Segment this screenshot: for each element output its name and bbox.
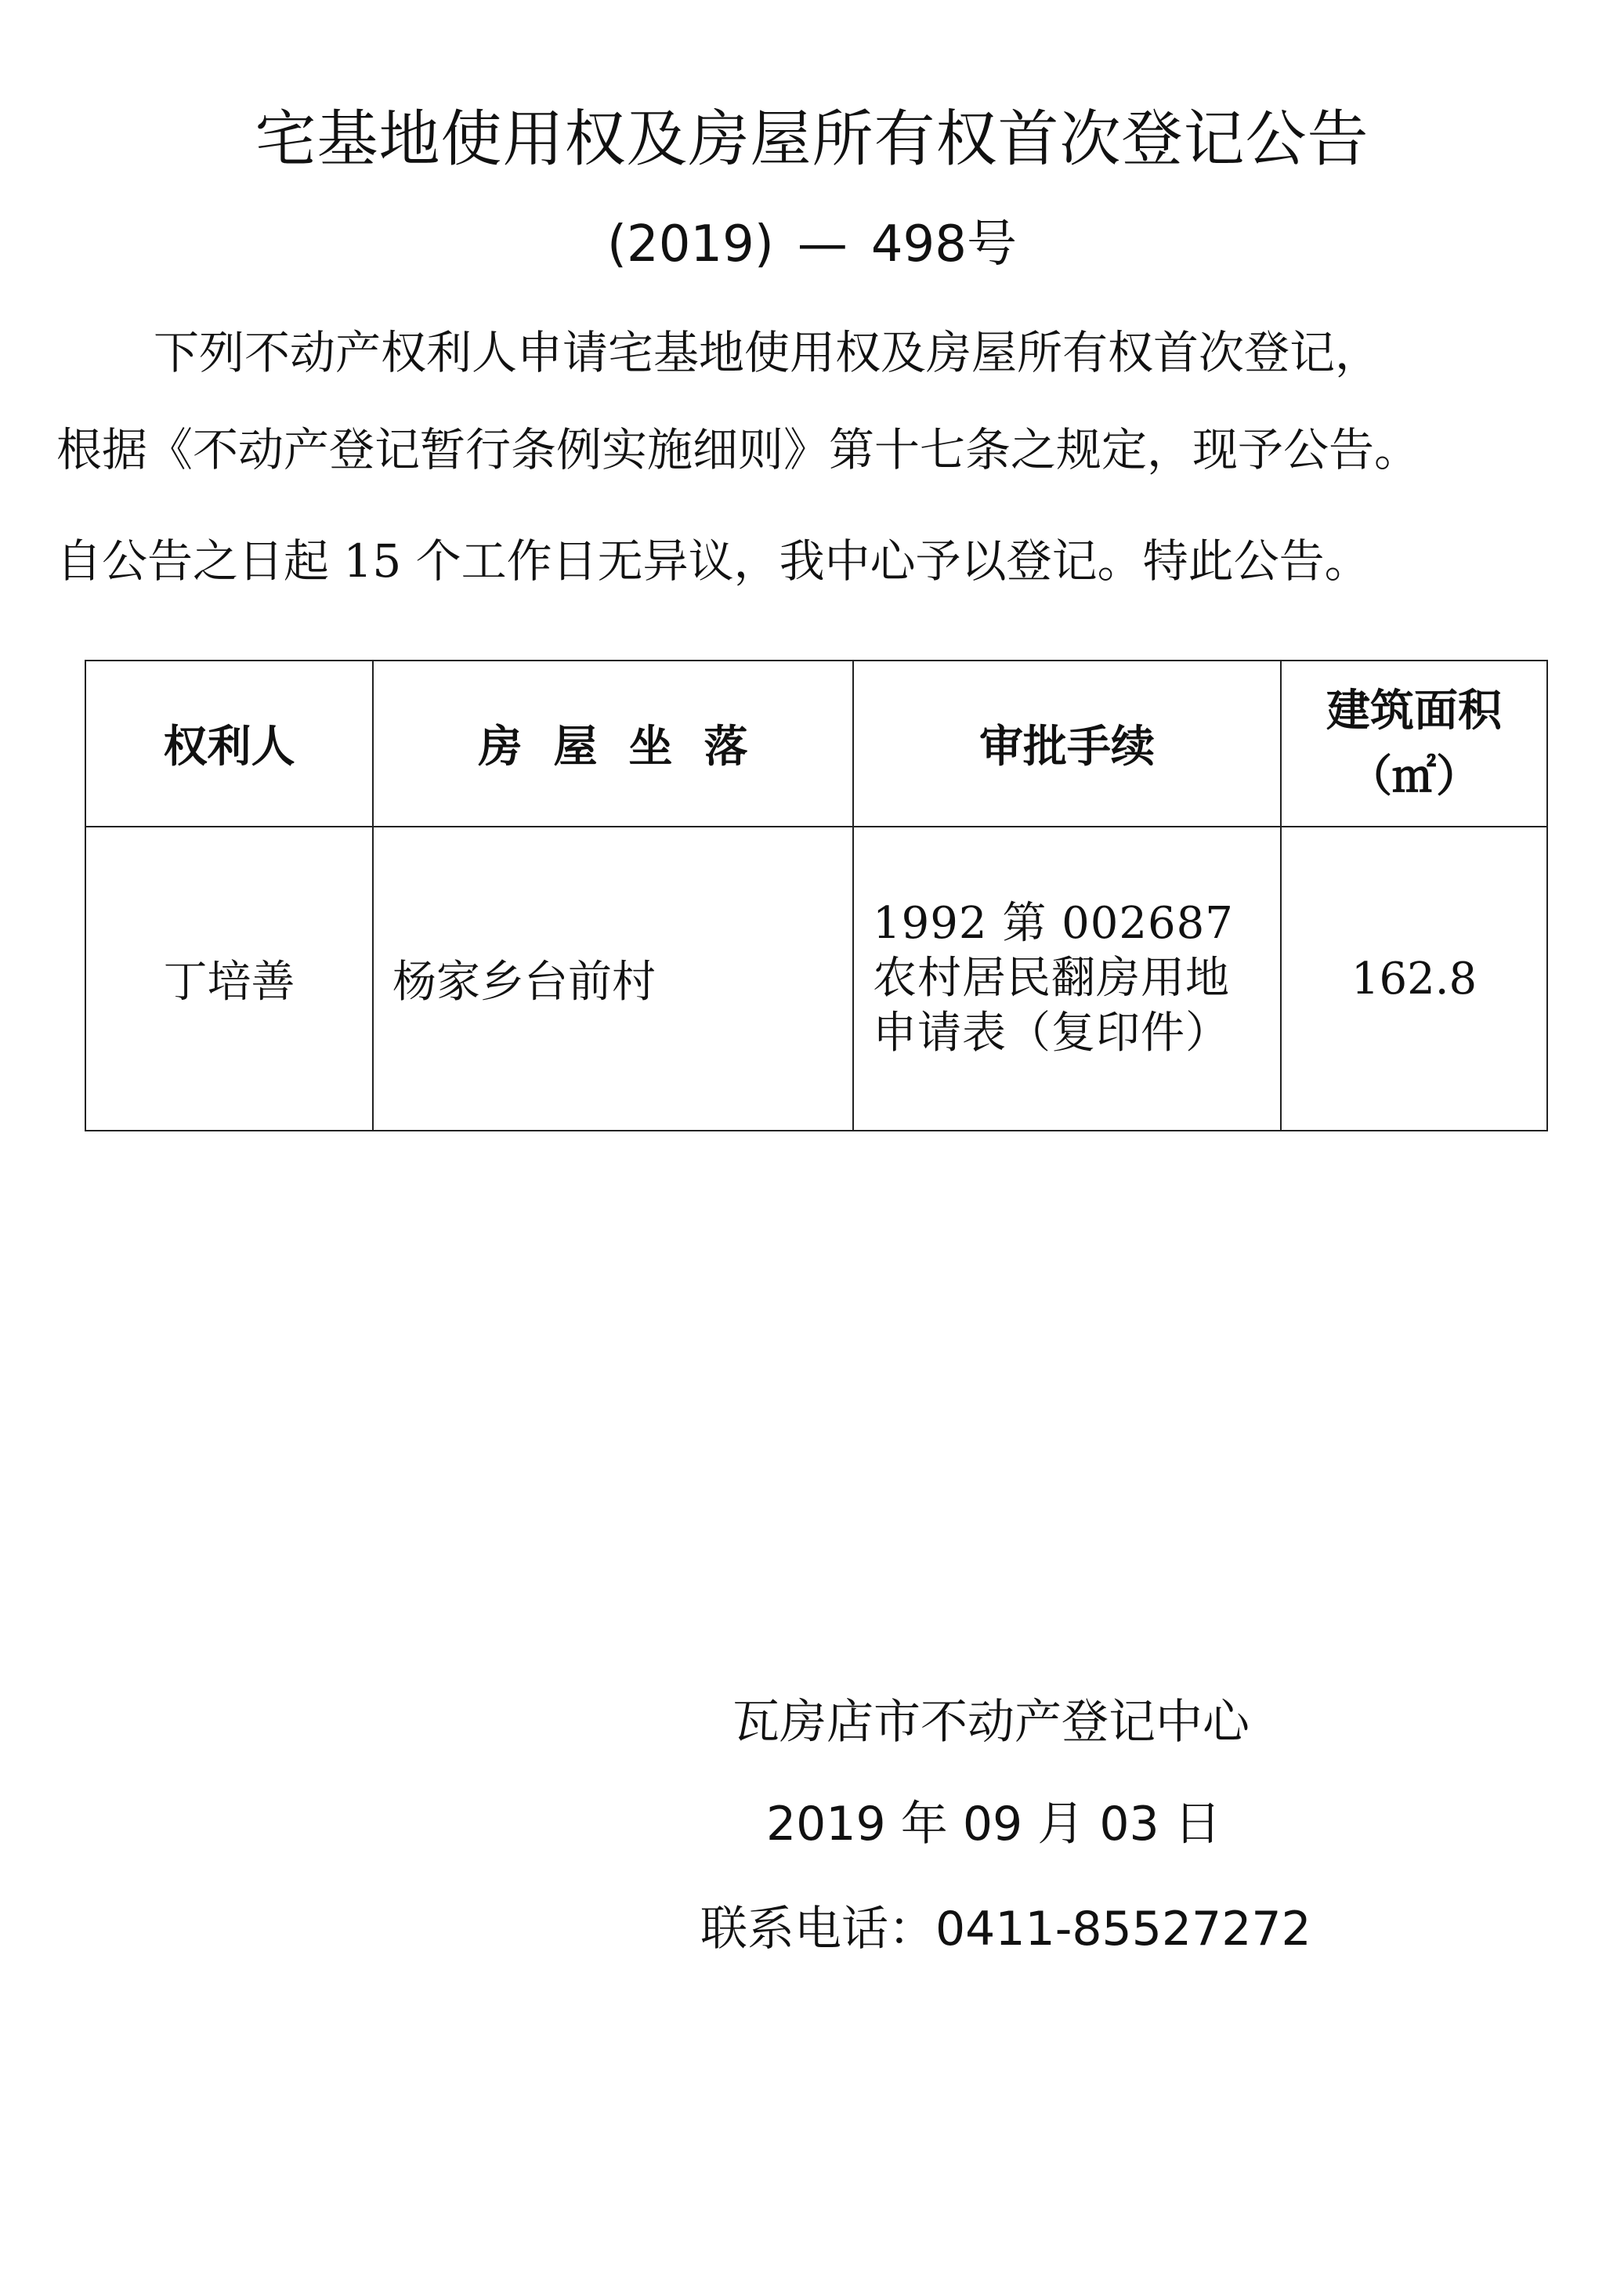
header-area <box>1281 661 1547 827</box>
cell-location: 杨家乡台前村 <box>373 827 853 1131</box>
table-row <box>85 827 1547 1131</box>
table-header-row <box>85 661 1547 827</box>
body-line-2: 根据《不动产登记暂行条例实施细则》第十七条之规定，现予公告。 <box>56 423 1420 476</box>
cell-holder: 丁培善 <box>85 827 373 1131</box>
header-area-label: 建筑面积 <box>1326 685 1502 737</box>
doc-number-suffix: 号 <box>966 215 1017 273</box>
contact-phone: 联系电话：0411-85527272 <box>700 1902 1311 1957</box>
body-line-1: 下列不动产权利人申请宅基地使用权及房屋所有权首次登记， <box>154 326 1381 379</box>
header-approval: 审批手续 <box>853 661 1281 827</box>
document-number <box>0 213 1624 276</box>
cell-approval: 1992 第 002687 农村居民翻房用地申请表（复印件） <box>853 827 1281 1131</box>
doc-number: 498 <box>870 215 967 273</box>
registration-table <box>85 660 1548 1131</box>
header-area-unit: （㎡） <box>1348 751 1480 802</box>
doc-year: (2019) <box>607 215 774 273</box>
body-line-3: 自公告之日起 15 个工作日无异议，我中心予以登记。特此公告。 <box>56 534 1370 588</box>
page-title: 宅基地使用权及房屋所有权首次登记公告 <box>255 104 1369 175</box>
header-location: 房屋坐落 <box>373 661 853 827</box>
header-holder: 权利人 <box>85 661 373 827</box>
cell-area: 162.8 <box>1281 827 1547 1131</box>
issuer-name: 瓦房店市不动产登记中心 <box>732 1695 1250 1750</box>
doc-dash: — <box>797 215 848 273</box>
issue-date: 2019 年 09 月 03 日 <box>766 1797 1221 1852</box>
